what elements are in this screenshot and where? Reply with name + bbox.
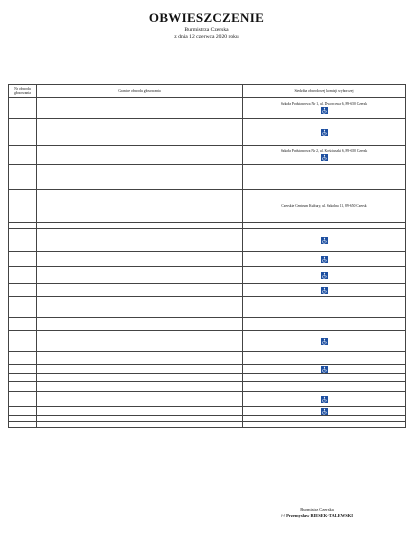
- constituency-boundaries: [37, 318, 243, 331]
- wheelchair-icon: [321, 237, 328, 244]
- constituency-boundaries: [37, 407, 243, 416]
- constituency-boundaries: [37, 365, 243, 374]
- constituency-boundaries: [37, 229, 243, 252]
- table-row: [9, 146, 406, 165]
- issuer-line: Burmistrza Czerska: [184, 27, 229, 33]
- commission-location: [243, 267, 406, 284]
- table-row: [9, 382, 406, 392]
- table-row: [9, 252, 406, 267]
- constituency-number: [9, 229, 37, 252]
- commission-location: [243, 392, 406, 407]
- constituency-number: [9, 407, 37, 416]
- intro-paragraph: [8, 44, 405, 77]
- commission-location: [243, 165, 406, 190]
- header-number: Nr obwodu głosowania: [9, 85, 37, 98]
- constituency-boundaries: [37, 98, 243, 119]
- footnote-line: [8, 479, 405, 483]
- constituency-boundaries: [37, 374, 243, 382]
- constituency-number: [9, 331, 37, 352]
- table-row: [9, 407, 406, 416]
- wheelchair-icon: [321, 408, 328, 415]
- constituency-table: [8, 84, 406, 428]
- commission-location: [243, 297, 406, 318]
- wheelchair-icon: [321, 256, 328, 263]
- signature-name: /-/ Przemysław BIESEK-TALEWSKI: [281, 513, 353, 518]
- footnotes: [8, 461, 405, 506]
- footnote-line: [8, 483, 405, 487]
- commission-location: [243, 382, 406, 392]
- constituency-boundaries: [37, 146, 243, 165]
- table-row: [9, 284, 406, 297]
- constituency-number: [9, 374, 37, 382]
- commission-location: [243, 190, 406, 223]
- constituency-number: [9, 297, 37, 318]
- commission-location: [243, 331, 406, 352]
- commission-location: [243, 407, 406, 416]
- constituency-boundaries: [37, 331, 243, 352]
- commission-location: [243, 365, 406, 374]
- table-row: [9, 165, 406, 190]
- table-row: [9, 190, 406, 223]
- footnote-line: [8, 488, 405, 492]
- location-text: Czerskie Centrum Kultury, ul. Szkolna 11, 89-650 Czersk: [281, 203, 367, 208]
- constituency-number: [9, 422, 37, 428]
- constituency-number: [9, 252, 37, 267]
- constituency-number: [9, 284, 37, 297]
- constituency-number: [9, 119, 37, 146]
- constituency-number: [9, 267, 37, 284]
- wheelchair-icon: [321, 154, 328, 161]
- table-row: [9, 331, 406, 352]
- header-location: Siedziba obwodowej komisji wyborczej: [243, 85, 406, 98]
- commission-location: [243, 352, 406, 365]
- commission-location: [243, 98, 406, 119]
- wheelchair-icon: [321, 396, 328, 403]
- table-row: [9, 297, 406, 318]
- constituency-boundaries: [37, 422, 243, 428]
- constituency-boundaries: [37, 252, 243, 267]
- notice-title: OBWIESZCZENIE: [148, 10, 265, 25]
- wheelchair-icon: [321, 107, 328, 114]
- table-row: [9, 267, 406, 284]
- commission-location: [243, 229, 406, 252]
- constituency-number: [9, 318, 37, 331]
- constituency-boundaries: [37, 392, 243, 407]
- date-line: z dnia 12 czerwca 2020 roku: [174, 34, 239, 40]
- commission-location: [243, 119, 406, 146]
- footnote-line: [8, 497, 405, 501]
- table-row: [9, 365, 406, 374]
- table-header-row: [9, 85, 406, 98]
- constituency-boundaries: [37, 119, 243, 146]
- commission-location: [243, 146, 406, 165]
- constituency-number: [9, 165, 37, 190]
- constituency-number: [9, 352, 37, 365]
- table-body: [9, 98, 406, 428]
- wheelchair-icon: [321, 272, 328, 279]
- wheelchair-icon: [321, 366, 328, 373]
- table-row: [9, 392, 406, 407]
- footnote-line: [8, 466, 405, 470]
- location-text: Szkoła Podstawowa Nr 2, ul. Kościuszki 6, 89-650 Czersk: [280, 148, 368, 153]
- signature-block: [232, 507, 402, 519]
- constituency-number: [9, 392, 37, 407]
- constituency-boundaries: [37, 382, 243, 392]
- footnote-line: [8, 461, 405, 465]
- table-row: [9, 352, 406, 365]
- constituency-number: [9, 382, 37, 392]
- footnote-line: [8, 470, 405, 478]
- constituency-boundaries: [37, 284, 243, 297]
- constituency-boundaries: [37, 165, 243, 190]
- table-row: [9, 374, 406, 382]
- constituency-number: [9, 98, 37, 119]
- commission-location: [243, 422, 406, 428]
- constituency-number: [9, 146, 37, 165]
- constituency-boundaries: [37, 352, 243, 365]
- commission-location: [243, 252, 406, 267]
- constituency-number: [9, 365, 37, 374]
- table-row: [9, 229, 406, 252]
- table-row: [9, 422, 406, 428]
- constituency-boundaries: [37, 297, 243, 318]
- signature-title: Burmistrz Czerska: [300, 507, 334, 512]
- footnote-line: [8, 502, 405, 506]
- wheelchair-icon: [321, 338, 328, 345]
- constituency-boundaries: [37, 190, 243, 223]
- wheelchair-icon: [321, 129, 328, 136]
- wheelchair-icon: [321, 287, 328, 294]
- constituency-boundaries: [37, 267, 243, 284]
- commission-location: [243, 374, 406, 382]
- header-boundaries: Granice obwodu głosowania: [37, 85, 243, 98]
- table-row: [9, 119, 406, 146]
- table-row: [9, 318, 406, 331]
- footnote-line: [8, 493, 405, 497]
- constituency-number: [9, 190, 37, 223]
- commission-location: [243, 284, 406, 297]
- commission-location: [243, 318, 406, 331]
- location-text: Szkoła Podstawowa Nr 1, ul. Dworcowa 6, 89-650 Czersk: [280, 101, 368, 106]
- table-row: [9, 98, 406, 119]
